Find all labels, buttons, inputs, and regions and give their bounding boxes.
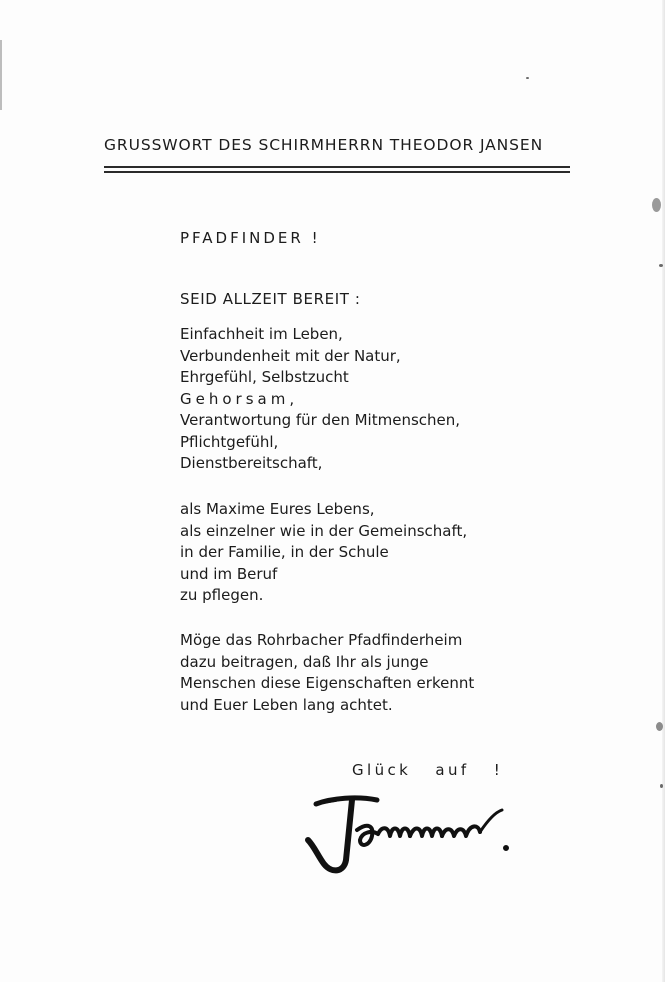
scan-speck	[652, 198, 661, 212]
motto-heading: SEID ALLZEIT BEREIT :	[180, 290, 361, 308]
maxim-line: als Maxime Eures Lebens,	[180, 500, 375, 518]
maxim-line: und im Beruf	[180, 564, 278, 583]
maxim-paragraph	[180, 499, 467, 607]
virtue-line: Verbundenheit mit der Natur,	[180, 346, 401, 365]
wish-line: Möge das Rohrbacher Pfadfinderheim	[180, 631, 463, 649]
handwritten-signature	[302, 790, 522, 880]
virtue-line: Dienstbereitschaft,	[180, 454, 323, 472]
scan-speck	[526, 77, 529, 79]
document-title: GRUSSWORT DES SCHIRMHERRN THEODOR JANSEN	[104, 136, 544, 154]
salutation: PFADFINDER !	[180, 229, 321, 247]
virtue-line: Einfachheit im Leben,	[180, 325, 343, 343]
page-edge-mark	[0, 40, 2, 110]
maxim-line: in der Familie, in der Schule	[180, 543, 389, 561]
title-rule-top	[104, 166, 570, 168]
wish-line: dazu beitragen, daß Ihr als junge	[180, 652, 429, 671]
wish-line: und Euer Leben lang achtet.	[180, 695, 393, 714]
scan-speck	[659, 264, 663, 267]
virtue-line: Pflichtgefühl,	[180, 432, 279, 451]
scan-speck	[656, 722, 663, 731]
maxim-line: zu pflegen.	[180, 586, 264, 604]
virtues-list	[180, 324, 460, 475]
title-rule-bottom	[104, 171, 570, 173]
virtue-line: Ehrgefühl, Selbstzucht	[180, 368, 349, 386]
virtue-line: Verantwortung für den Mitmenschen,	[180, 411, 461, 429]
maxim-line: als einzelner wie in der Gemeinschaft,	[180, 521, 468, 540]
closing-greeting: Glück auf !	[352, 761, 504, 779]
virtue-line: Gehorsam,	[180, 389, 299, 408]
wish-line: Menschen diese Eigenschaften erkennt	[180, 674, 475, 692]
scan-speck	[660, 784, 663, 788]
wish-paragraph	[180, 630, 474, 716]
